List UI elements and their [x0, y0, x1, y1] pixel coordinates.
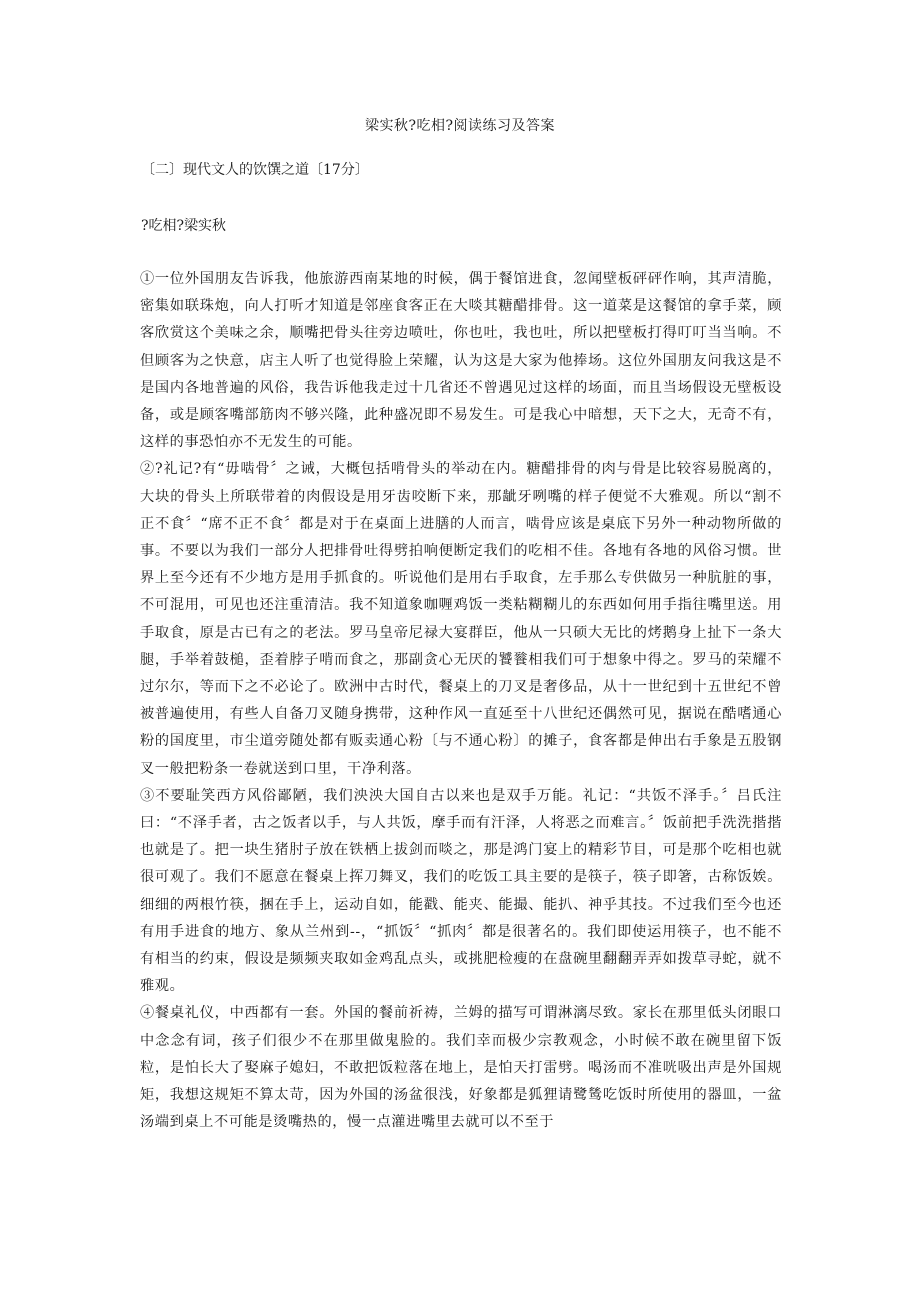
- article-title: ?吃相?梁实秋: [141, 218, 227, 234]
- article-body: [140, 266, 782, 1137]
- document-title: 梁实秋?吃相?阅读练习及答案: [364, 118, 555, 134]
- section-heading: 〔二〕现代文人的饮馔之道〔17分〕: [141, 162, 369, 178]
- paragraph-2: ②?礼记?有“毋啮骨〞之诫，大概包括啃骨头的举动在内。糖醋排骨的肉与骨是比较容易脱离的，大块的骨头上所联带着的肉假设是用牙齿咬断下来，那龇牙咧嘴的样子便觉不大雅观。所以“割不正不食〞“席不正不食〞都是对于在桌面上进膳的人而言，啮骨应该是桌底下另外一种动物所做的事。不要以为我们一部分人把排骨吐得劈拍响便断定我们的吃相不佳。各地有各地的风俗习惯。世界上至今还有不少地方是用手抓食的。听说他们是用右手取食，左手那么专供做另一种肮脏的事，不可混用，可见也还注重清洁。我不知道象咖喱鸡饭一类粘糊糊儿的东西如何用手指往嘴里送。用手取食，原是古已有之的老法。罗马皇帝尼禄大宴群臣，他从一只硕大无比的烤鹅身上扯下一条大腿，手举着鼓槌，歪着脖子啃而食之，那副贪心无厌的饕餮相我们可于想象中得之。罗马的荣耀不过尔尔，等而下之不必论了。欧洲中古时代，餐桌上的刀叉是奢侈品，从十一世纪到十五世纪不曾被普遍使用，有些人自备刀叉随身携带，这种作风一直延至十八世纪还偶然可见，据说在酷嗜通心粉的国度里，市尘道旁随处都有贩卖通心粉〔与不通心粉〕的摊子，食客都是伸出右手象是五股钢叉一般把粉条一卷就送到口里，干净利落。: [140, 461, 782, 777]
- paragraph-3: ③不要耻笑西方风俗鄙陋，我们泱泱大国自古以来也是双手万能。礼记：“共饭不泽手。〞吕氏注曰：“不泽手者，古之饭者以手，与人共饭，摩手而有汗泽，人将恶之而难言。〞饭前把手洗洗揩揩也就是了。把一块生猪肘子放在铁栖上拔剑而啖之，那是鸿门宴上的精彩节目，可是那个吃相也就很可观了。我们不愿意在餐桌上挥刀舞叉，我们的吃饭工具主要的是筷子，筷子即箸，古称饭娭。细细的两根竹筷，捆在手上，运动自如，能戳、能夹、能撮、能扒、神乎其技。不过我们至今也还有用手进食的地方、象从兰州到--，“抓饭〞“抓肉〞都是很著名的。我们即使运用筷子，也不能不有相当的约束，假设是频频夹取如金鸡乱点头，或挑肥检瘦的在盘碗里翻翻弄弄如拨草寻蛇，就不雅观。: [140, 787, 782, 995]
- paragraph-4: ④餐桌礼仪，中西都有一套。外国的餐前祈祷，兰姆的描写可谓淋漓尽致。家长在那里低头闭眼口中念念有词，孩子们很少不在那里做鬼脸的。我们幸而极少宗教观念，小时候不敢在碗里留下饭粒，是怕长大了娶麻子媳妇，不敢把饭粒落在地上，是怕天打雷劈。喝汤而不准咣吸出声是外国规矩，我想这规矩不算太苛，因为外国的汤盆很浅，好象都是狐狸请鹭鸶吃饭时所使用的器皿，一盆汤端到桌上不可能是烫嘴热的，慢一点灌进嘴里去就可以不至于: [140, 1005, 782, 1131]
- paragraph-1: ①一位外国朋友告诉我，他旅游西南某地的时候，偶于餐馆进食，忽闻壁板砰砰作响，其声清脆，密集如联珠炮，向人打听才知道是邻座食客正在大啖其糖醋排骨。这一道菜是这餐馆的拿手菜，顾客欣赏这个美味之余，顺嘴把骨头往旁边喷吐，你也吐，我也吐，所以把壁板打得叮叮当当响。不但顾客为之快意，店主人听了也觉得脸上荣耀，认为这是大家为他捧场。这位外国朋友问我这是不是国内各地普遍的风俗，我告诉他我走过十几省还不曾遇见过这样的场面，而且当场假设无壁板设备，或是顾客嘴部筋肉不够兴隆，此种盛况即不易发生。可是我心中暗想，天下之大，无奇不有，这样的事恐怕亦不无发生的可能。: [140, 271, 782, 451]
